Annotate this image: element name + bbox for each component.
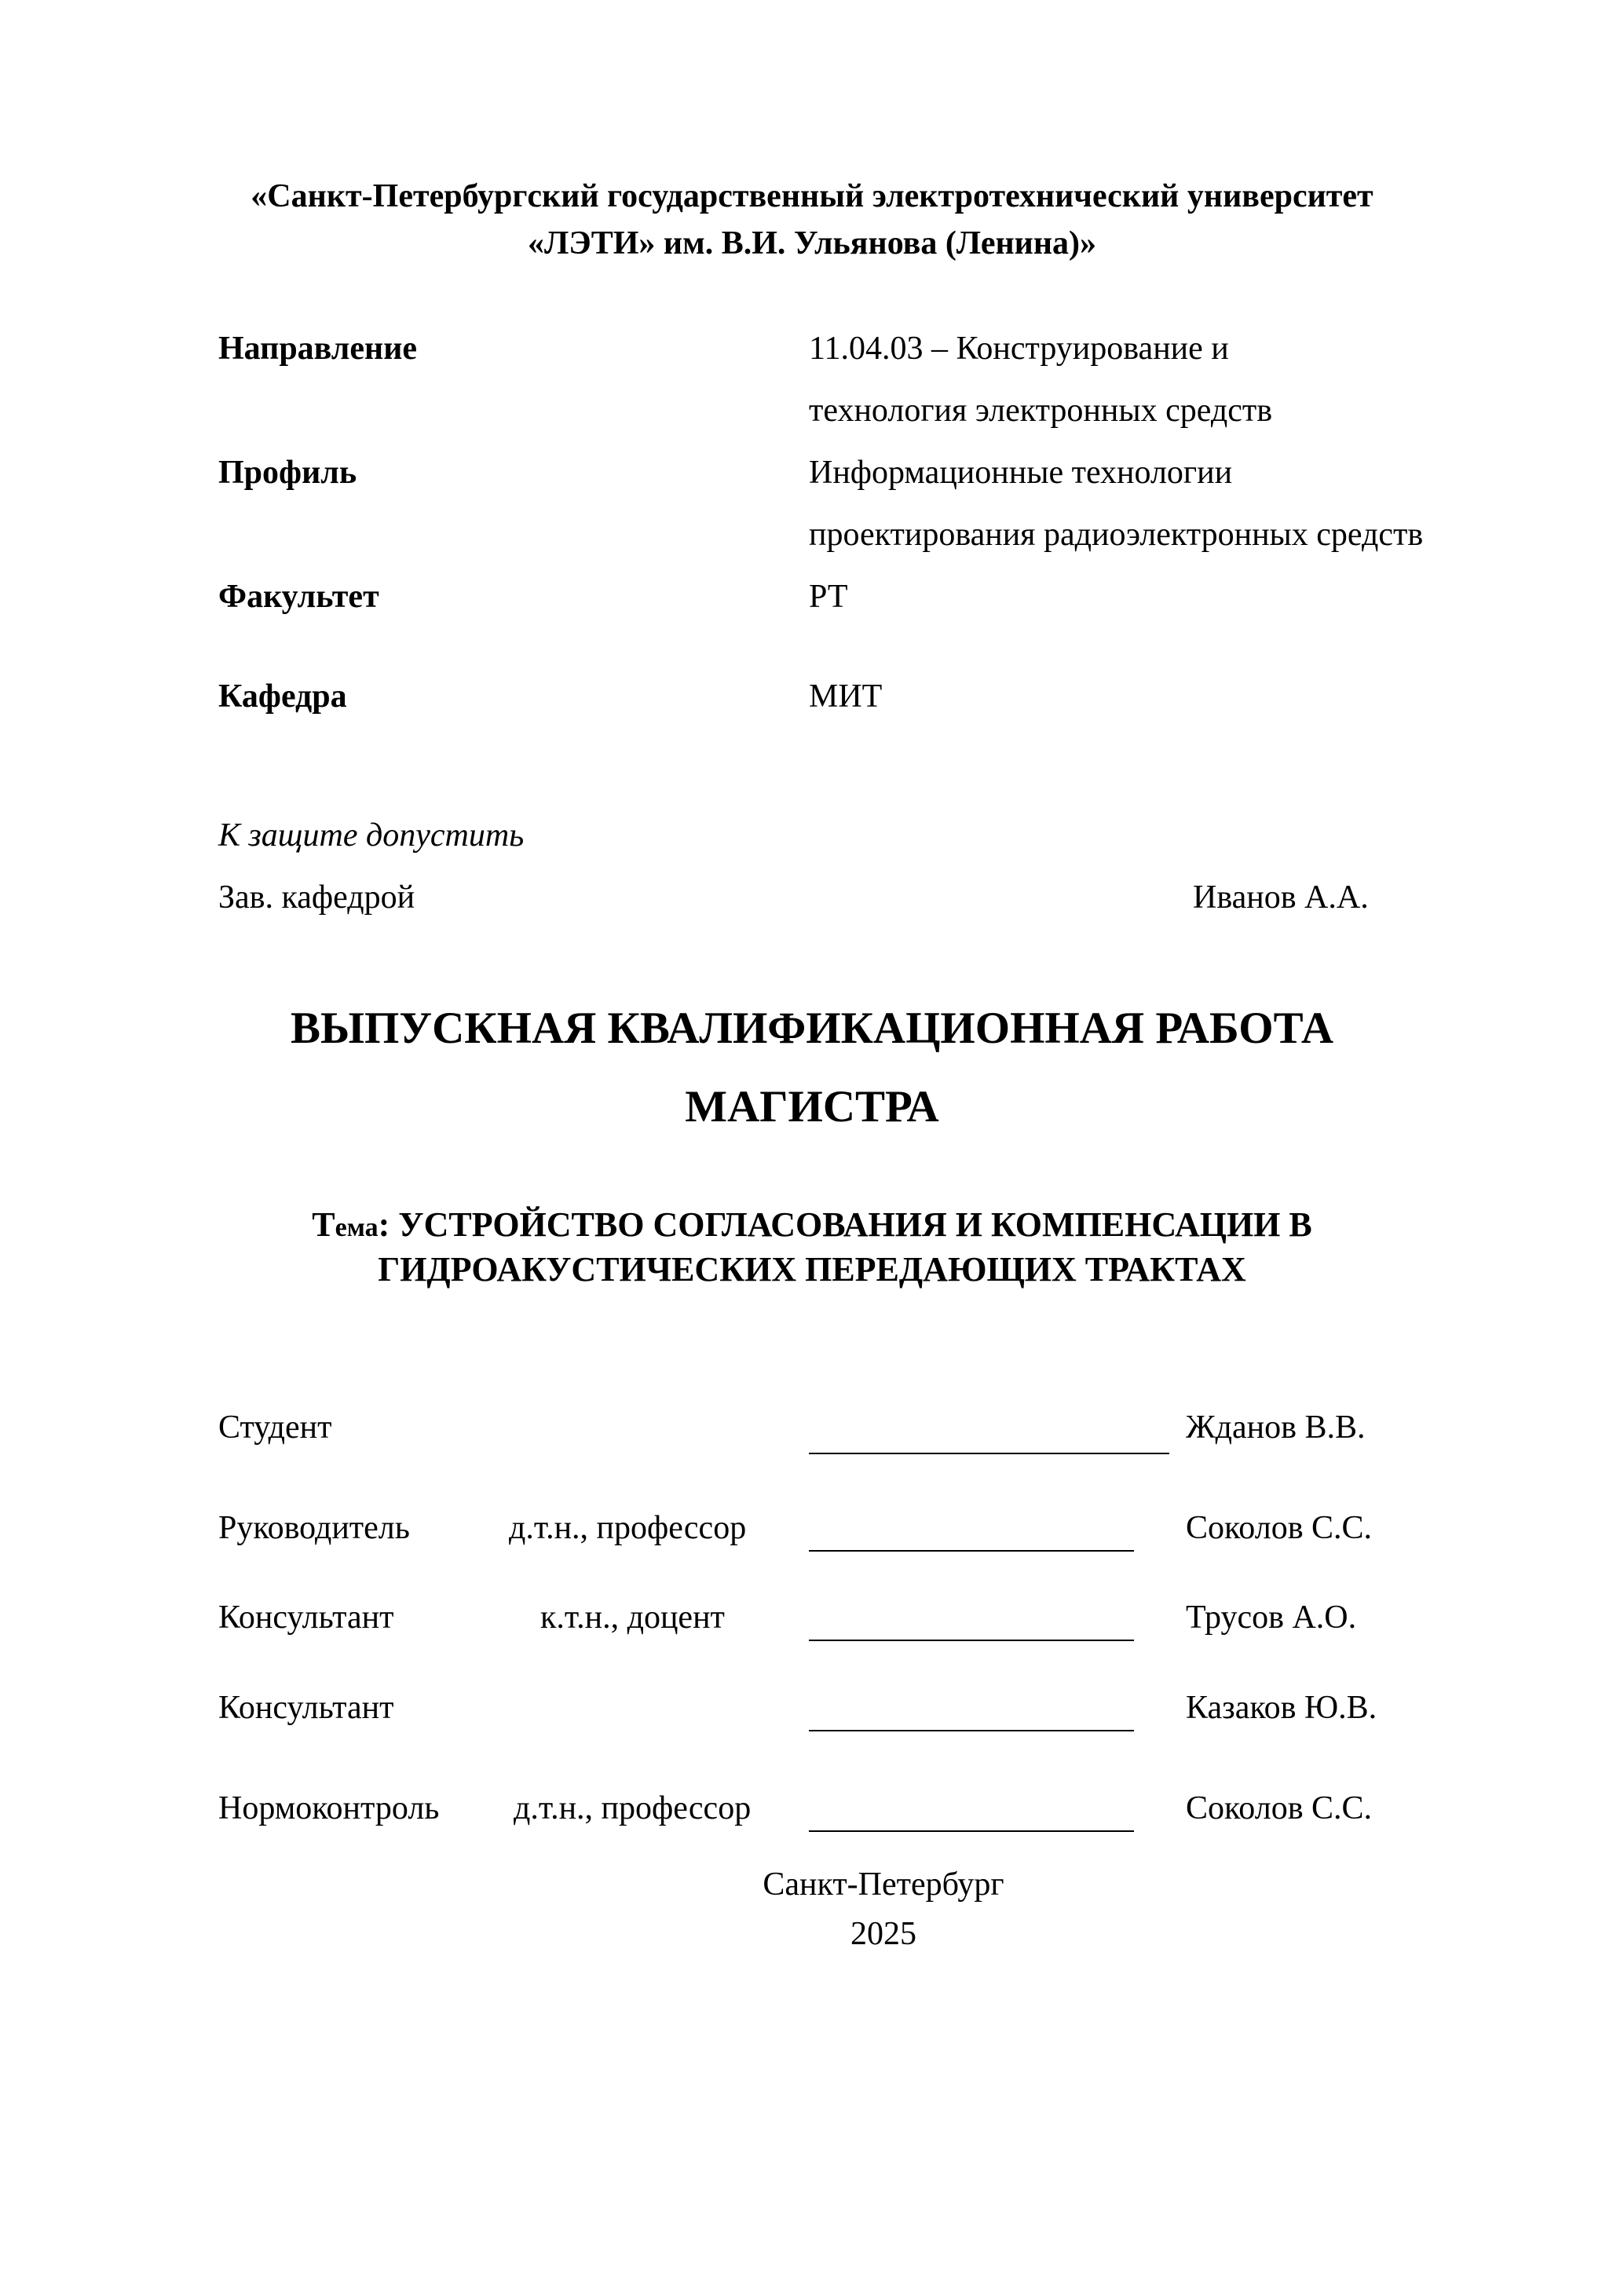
signature-line [809, 1453, 1169, 1454]
signature-role-normcontrol: Нормоконтроль [218, 1790, 440, 1826]
signature-degree-consultant-1: к.т.н., доцент [540, 1600, 725, 1636]
info-label-department: Кафедра [218, 678, 347, 715]
topic-colon: : [378, 1205, 390, 1244]
topic-prefix-first: Т [312, 1205, 335, 1244]
signature-name-supervisor: Соколов С.С. [1186, 1510, 1373, 1546]
footer-year: 2025 [850, 1916, 916, 1952]
signature-line [809, 1550, 1134, 1552]
topic-line1 [0, 1204, 1624, 1249]
signature-name-normcontrol: Соколов С.С. [1186, 1790, 1373, 1826]
info-value-direction-2: технология электронных средств [809, 393, 1273, 429]
signature-line [809, 1830, 1134, 1832]
info-value-department: МИТ [809, 678, 883, 715]
document-title-line2: МАГИСТРА [685, 1082, 939, 1132]
signature-line [809, 1730, 1134, 1731]
info-value-faculty: РТ [809, 579, 848, 615]
document-title-line1: ВЫПУСКНАЯ КВАЛИФИКАЦИОННАЯ РАБОТА [290, 1004, 1333, 1053]
info-label-faculty: Факультет [218, 579, 379, 615]
info-value-profile-1: Информационные технологии [809, 455, 1233, 491]
info-label-profile: Профиль [218, 455, 357, 491]
admission-note: К защите допустить [218, 817, 525, 854]
signature-role-consultant-1: Консультант [218, 1600, 394, 1636]
university-name-line1: «Санкт-Петербургский государственный электротехнический университет [251, 178, 1373, 214]
topic-prefix-rest: ема [335, 1213, 379, 1242]
footer-city: Санкт-Петербург [763, 1866, 1004, 1903]
signature-name-student: Жданов В.В. [1186, 1409, 1366, 1446]
info-value-direction-1: 11.04.03 – Конструирование и [809, 331, 1229, 367]
info-value-profile-2: проектирования радиоэлектронных средств [809, 517, 1424, 553]
admission-role: Зав. кафедрой [218, 879, 415, 916]
topic-text-line1: УСТРОЙСТВО СОГЛАСОВАНИЯ И КОМПЕНСАЦИИ В [390, 1205, 1312, 1244]
signature-role-supervisor: Руководитель [218, 1510, 410, 1546]
info-label-direction: Направление [218, 331, 418, 367]
signature-role-consultant-2: Консультант [218, 1690, 394, 1726]
signature-name-consultant-2: Казаков Ю.В. [1186, 1690, 1377, 1726]
signature-role-student: Студент [218, 1409, 332, 1446]
signature-line [809, 1640, 1134, 1641]
university-name-line2: «ЛЭТИ» им. В.И. Ульянова (Ленина)» [527, 225, 1097, 261]
signature-degree-supervisor: д.т.н., профессор [509, 1510, 747, 1546]
signature-degree-normcontrol: д.т.н., профессор [514, 1790, 752, 1826]
signature-name-consultant-1: Трусов А.О. [1186, 1600, 1357, 1636]
topic-line2: ГИДРОАКУСТИЧЕСКИХ ПЕРЕДАЮЩИХ ТРАКТАХ [378, 1250, 1246, 1289]
admission-name: Иванов А.А. [1193, 879, 1369, 916]
